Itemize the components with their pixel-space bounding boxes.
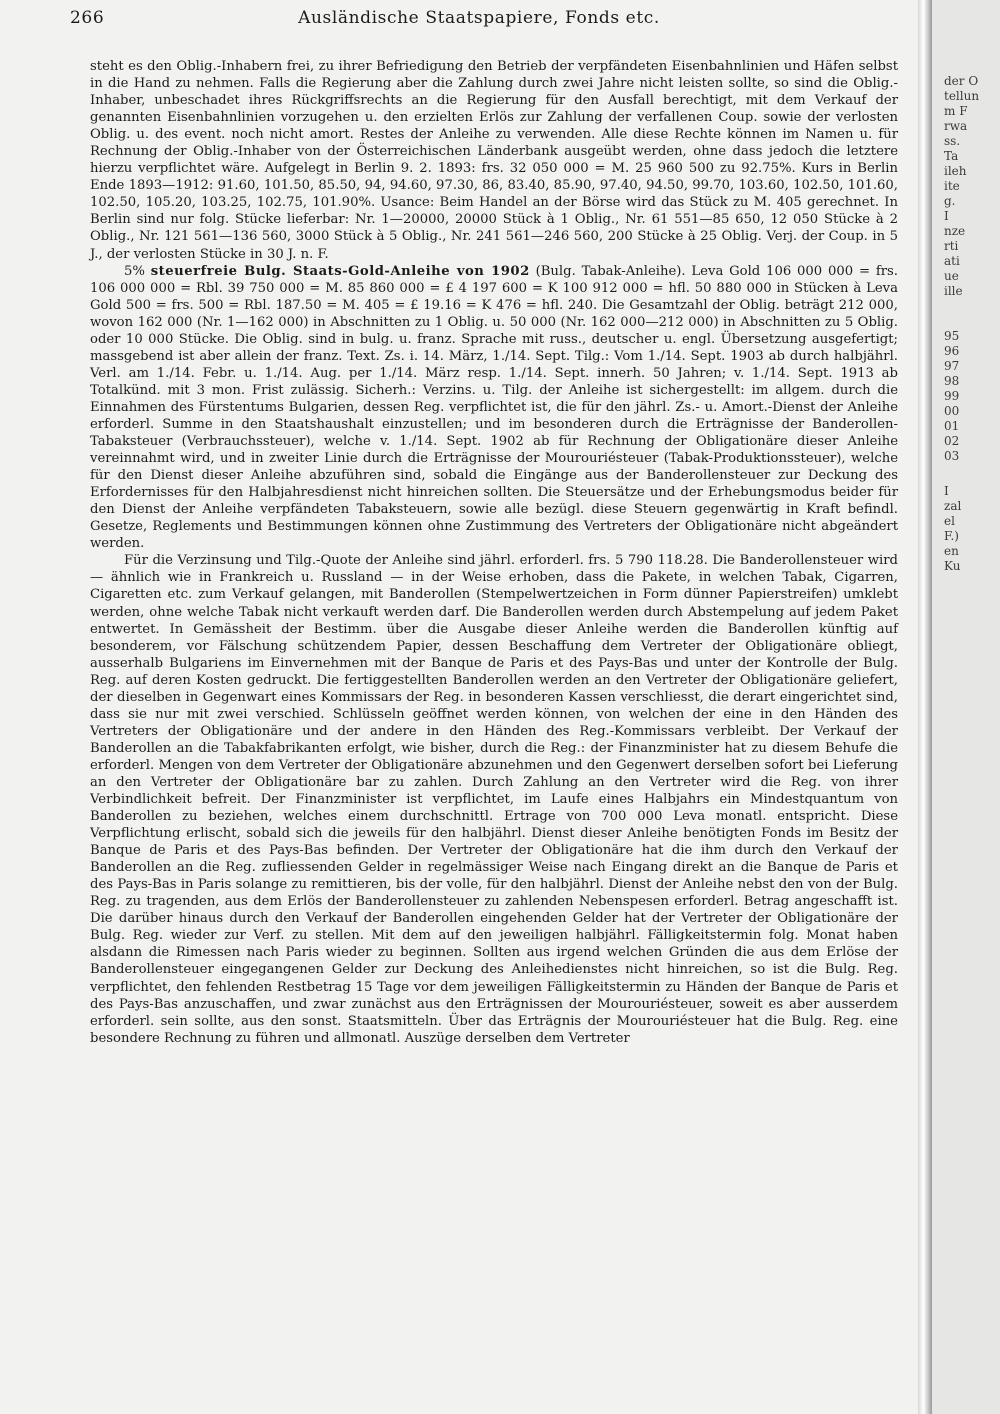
fragment: der O: [944, 74, 979, 88]
loan-details: (Bulg. Tabak-Anleihe). Leva Gold 106 000 000 = frs. 106 000 000 = Rbl. 39 750 000 = M. 85 860 000 = £ 4 197 600 = K 100 912 000 = hfl. 50 880 000 in Stücken à Leva Gold 500 = frs. 500 = Rbl. 187.50 = M. 405 = £ 19.16 = K 476 = hfl. 240. Die Gesamtzahl der Oblig. beträgt 212 000, wovon 162 000 (Nr. 1—162 000) in Abschnitten zu 1 Oblig. u. 50 000 (Nr. 162 000—212 000) in Abschnitten zu 5 Oblig. oder 10 000 Stücke. Die Oblig. sind in bulg. u. franz. Sprache mit russ., deutscher u. engl. Übersetzung ausgefertigt; massgebend ist aber allein der franz. Text. Zs. i. 14. März, 1./14. Sept. Tilg.: Vom 1./14. Sept. 1903 ab durch halbjährl. Verl. am 1./14. Febr. u. 1./14. Aug. per 1./14. März resp. 1./14. Sept. innerh. 50 Jahren; v. 1./14. Sept. 1913 ab Totalkünd. mit 3 mon. Frist zulässig. Sicherh.: Verzins. u. Tilg. der Anleihe ist sichergestellt: im allgem. durch die Einnahmen des Fürstentums Bulgarien, dessen Reg. verpflichtet ist, die für den jährl. Zs.- u. Amort.-Dienst der Anleihe erforderl. Summe in den Staatshaushalt einzustellen; und im besonderen durch die Erträgnisse der Banderollen-Tabaksteuer (Verbrauchssteuer), welche v. 1./14. Sept. 1902 ab für Rechnung der Obligationäre dieser Anleihe vereinnahmt wird, und in zweiter Linie durch die Erträgnisse der Mourouriésteuer (Tabak-Produktionssteuer), welche für den Dienst dieser Anleihe abzuführen sind, sobald die Eingänge aus der Banderollensteuer zur Deckung des Erfordernisses für den Halbjahresdienst nicht hinreichen sollten. Die Steuersätze und der Erhebungsmodus beider für den Dienst der Anleihe verpfändeten Tabaksteuern, sowie alle bezügl. diese Steuern gegenwärtig in Kraft befindl. Gesetze, Reglements und Bestimmungen können ohne Zustimmung des Vertreters der Obligationäre nicht abgeändert werden.: [90, 263, 898, 552]
page-number: 266: [70, 8, 105, 28]
fragment: ille: [944, 284, 963, 298]
fragment: 99: [944, 389, 960, 403]
fragment: I: [944, 209, 949, 223]
fragment: ss.: [944, 134, 961, 148]
fragment: F.): [944, 529, 959, 543]
fragment: Ku: [944, 559, 961, 573]
fragment: 02: [944, 434, 960, 448]
fragment: ileh: [944, 164, 967, 178]
loan-heading: steuerfreie Bulg. Staats-Gold-Anleihe von 1902: [150, 263, 530, 279]
body-text: [90, 58, 898, 1047]
paragraph-banderollensteuer: Für die Verzinsung und Tilg.-Quote der Anleihe sind jährl. erforderl. frs. 5 790 118.28. Die Banderollensteuer wird — ähnlich wie in Frankreich u. Russland — in der Weise erhoben, dass die Pakete, in welchen Tabak, Cigarren, Cigaretten etc. zum Verkauf gelangen, mit Banderollen (Stempelwertzeichen in Form dünner Papierstreifen) umklebt werden, ohne welche Tabak nicht verkauft werden darf. Die Banderollen werden durch Abstempelung auf jedem Paket entwertet. In Gemässheit der Bestimm. über die Ausgabe dieser Anleihe werden die Banderollen künftig auf besonderem, vor Fälschung schützendem Papier, dessen Beschaffung dem Vertreter der Obligationäre obliegt, ausserhalb Bulgariens im Einvernehmen mit der Banque de Paris et des Pays-Bas und unter der Kontrolle der Bulg. Reg. auf deren Kosten gedruckt. Die fertiggestellten Banderollen werden an den Vertreter der Obligationäre geliefert, der dieselben in Gegenwart eines Kommissars der Reg. in besonderen Kassen verschliesst, die derart eingerichtet sind, dass sie nur mit zwei verschied. Schlüsseln geöffnet werden können, von welchen der eine in den Händen des Vertreters der Obligationäre und der andere in den Händen des Reg.-Kommissars verbleibt. Der Verkauf der Banderollen an die Tabakfabrikanten erfolgt, wie bisher, durch die Reg.: der Finanzminister hat zu diesem Behufe die erforderl. Mengen von dem Vertreter der Obligationäre abzunehmen und den Gegenwert derselben sofort bei Lieferung an den Vertreter der Obligationäre bar zu zahlen. Durch Zahlung an den Vertreter wird die Reg. von ihrer Verbindlichkeit befreit. Der Finanzminister ist verpflichtet, im Laufe eines Halbjahrs ein Mindestquantum von Banderollen zu beziehen, welches einem durchschnittl. Ertrage von 700 000 Leva monatl. entspricht. Diese Verpflichtung erlischt, sobald sich die jeweils für den halbjährl. Dienst dieser Anleihe benötigten Fonds im Besitz der Banque de Paris et des Pays-Bas befinden. Der Vertreter der Obligationäre hat die ihm durch den Verkauf der Banderollen an die Reg. zufliessenden Gelder in regelmässiger Weise nach Eingang direkt an die Banque de Paris et des Pays-Bas in Paris solange zu remittieren, bis der volle, für den halbjährl. Dienst der Anleihe nebst den von der Bulg. Reg. zu tragenden, aus dem Erlös der Banderollensteuer zu zahlenden Nebenspesen erforderl. Betrag angeschafft ist. Die darüber hinaus durch den Verkauf der Banderollen eingehenden Gelder hat der Vertreter der Obligationäre der Bulg. Reg. wieder zur Verf. zu stellen. Mit dem auf den jeweiligen halbjährl. Fälligkeitstermin folg. Monat haben alsdann die Rimessen nach Paris wieder zu beginnen. Sollten aus irgend welchen Gründen die aus dem Erlöse der Banderollensteuer eingegangenen Gelder zur Deckung des Anleihedienstes nicht hinreichen, so ist die Bulg. Reg. verpflichtet, den fehlenden Restbetrag 15 Tage vor dem jeweiligen Fälligkeitstermin zu Händen der Banque de Paris et des Pays-Bas anzuschaffen, und zwar zunächst aus den Erträgnissen der Mourouriésteuer, soweit es aber ausserdem erforderl. sein sollte, aus den sonst. Staatsmitteln. Über das Erträgnis der Mourouriésteuer hat die Bulg. Reg. eine besondere Rechnung zu führen und allmonatl. Auszüge derselben dem Vertreter: [90, 553, 898, 1046]
running-title: Ausländische Staatspapiere, Fonds etc.: [298, 8, 660, 28]
fragment: g.: [944, 194, 956, 208]
fragment: Ta: [944, 149, 959, 163]
fragment: m F: [944, 104, 968, 118]
fragment: 00: [944, 404, 960, 418]
fragment: 96: [944, 344, 960, 358]
fragment: nze: [944, 224, 966, 238]
fragment: 98: [944, 374, 960, 388]
page-fold-shadow: [918, 0, 932, 1414]
fragment: en: [944, 544, 959, 558]
fragment: 01: [944, 419, 960, 433]
fragment: 95: [944, 329, 960, 343]
paragraph-tabak-anleihe: [90, 263, 898, 553]
fragment: ite: [944, 179, 960, 193]
fragment: I: [944, 484, 949, 498]
fragment: 97: [944, 359, 960, 373]
fragment: rwa: [944, 119, 968, 133]
paragraph-eisenbahn-anleihe: steht es den Oblig.-Inhabern frei, zu ihrer Befriedigung den Betrieb der verpfändeten Eisenbahnlinien und Häfen selbst in die Hand zu nehmen. Falls die Regierung aber die Zahlung durch zwei Jahre nicht leisten sollte, so sind die Oblig.-Inhaber, unbeschadet ihres Rückgriffsrechts an die Regierung für den Ausfall berechtigt, mit dem Verkauf der genannten Eisenbahnlinien vorzugehen u. den erzielten Erlös zur Zahlung der verfallenen Coup. sowie der verlosten Oblig. u. des event. noch nicht amort. Restes der Anleihe zu verwenden. Alle diese Rechte können im Namen u. für Rechnung der Oblig.-Inhaber von der Österreichischen Länderbank ausgeübt werden, ohne dass jedoch die letztere hierzu verpflichtet wäre. Aufgelegt in Berlin 9. 2. 1893: frs. 32 050 000 = M. 25 960 500 zu 92.75%. Kurs in Berlin Ende 1893—1912: 91.60, 101.50, 85.50, 94, 94.60, 97.30, 86, 83.40, 85.90, 97.40, 94.50, 99.70, 103.60, 102.50, 101.60, 102.50, 105.20, 103.25, 102.75, 101.90%. Usance: Beim Handel an der Börse wird das Stück zu M. 405 gerechnet. In Berlin sind nur folg. Stücke lieferbar: Nr. 1—20000, 20000 Stück à 1 Oblig., Nr. 61 551—85 650, 12 050 Stücke à 2 Oblig., Nr. 121 561—136 560, 3000 Stück à 5 Oblig., Nr. 241 561—246 560, 200 Stücke à 25 Oblig. Verj. der Coup. in 5 J., der verlosten Stücke in 30 J. n. F.: [90, 59, 898, 262]
adjacent-page-strip: [932, 0, 1000, 1414]
page-header: [70, 8, 888, 38]
fragment: ue: [944, 269, 959, 283]
fragment: rti: [944, 239, 959, 253]
fragment: zal: [944, 499, 962, 513]
fragment: 03: [944, 449, 960, 463]
fragment: tellun: [944, 89, 980, 103]
interest-rate: 5%: [124, 263, 145, 279]
fragment: ati: [944, 254, 960, 268]
fragment: el: [944, 514, 955, 528]
